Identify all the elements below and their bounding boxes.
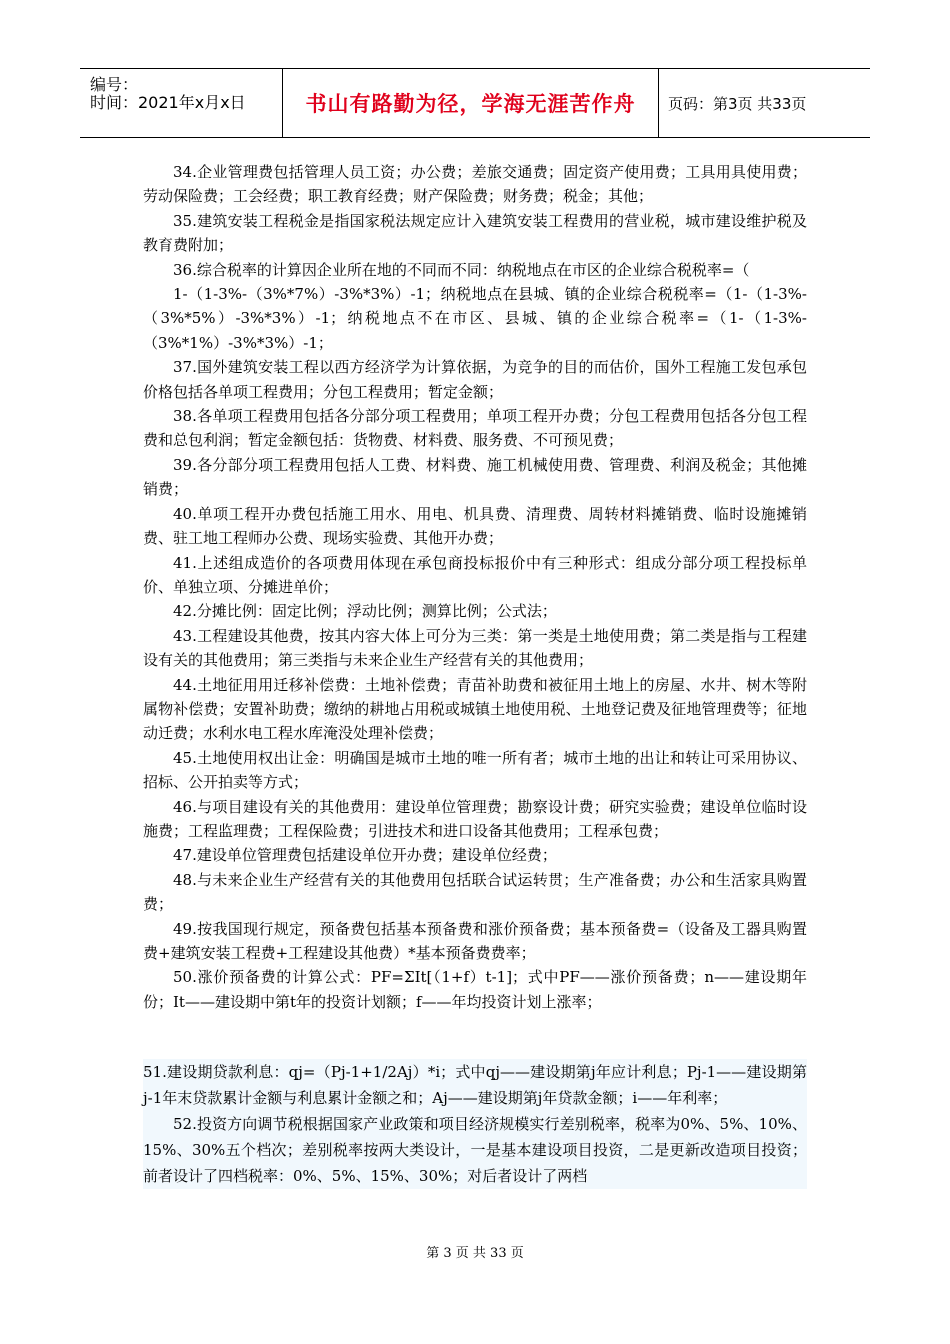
header-page-cell: [658, 69, 870, 137]
document-body: [143, 160, 807, 1014]
page-footer: 第 3 页 共 33 页: [426, 1246, 524, 1261]
header-meta-cell: [80, 69, 283, 137]
document-number-label: 编号：: [90, 75, 139, 94]
paragraph-44: 44.土地征用用迁移补偿费：土地补偿费；青苗补助费和被征用土地上的房屋、水井、树木等附属物补偿费；安置补助费；缴纳的耕地占用税或城镇土地使用税、土地登记费及征地管理费等；征地动迁费；水利水电工程水库淹没处理补偿费；: [143, 675, 807, 743]
header-page-number: 页码：第3页 共33页: [668, 94, 807, 113]
paragraph-50: 50.涨价预备费的计算公式：PF=ΣIt[（1+f）t-1]；式中PF——涨价预备费；n——建设期年份；It——建设期中第t年的投资计划额；f——年均投资计划上涨率；: [143, 968, 807, 1011]
paragraph-40: 40.单项工程开办费包括施工用水、用电、机具费、清理费、周转材料摊销费、临时设施摊销费、驻工地工程师办公费、现场实验费、其他开办费；: [143, 504, 807, 548]
paragraph-35: 35.建筑安装工程税金是指国家税法规定应计入建筑安装工程费用的营业税，城市建设维护税及教育费附加；: [143, 211, 807, 255]
paragraph-38: 38.各单项工程费用包括各分部分项工程费用；单项工程开办费；分包工程费用包括各分包工程费和总包利润；暂定金额包括：货物费、材料费、服务费、不可预见费；: [143, 407, 807, 450]
paragraph-49: 49.按我国现行规定，预备费包括基本预备费和涨价预备费；基本预备费=（设备及工器具购置费+建筑安装工程费+工程建设其他费）*基本预备费费率；: [143, 919, 807, 962]
paragraph-42: 42.分摊比例：固定比例；浮动比例；测算比例；公式法；: [173, 602, 557, 621]
paragraph-43: 43.工程建设其他费，按其内容大体上可分为三类：第一类是土地使用费；第二类是指与工程建设有关的其他费用；第三类指与未来企业生产经营有关的其他费用；: [143, 626, 807, 670]
paragraph-36: 36.综合税率的计算因企业所在地的不同而不同：纳税地点在市区的企业综合税税率=（: [173, 260, 750, 279]
paragraph-51: 51.建设期贷款利息：qj=（Pj-1+1/2Aj）*i；式中qj——建设期第j年应计利息；Pj-1——建设期第j-1年末贷款累计金额与利息累计金额之和；Aj——建设期第j年贷款金额；i——年利率；: [143, 1063, 807, 1107]
paragraph-34: 34.企业管理费包括管理人员工资；办公费；差旅交通费；固定资产使用费；工具用具使用费；劳动保险费；工会经费；职工教育经费；财产保险费；财务费；税金；其他；: [143, 163, 807, 206]
paragraph-48: 48.与未来企业生产经营有关的其他费用包括联合试运转贯；生产准备费；办公和生活家具购置费；: [143, 870, 807, 914]
paragraph-45: 45.土地使用权出让金：明确国是城市土地的唯一所有者；城市土地的出让和转让可采用协议、招标、公开拍卖等方式；: [143, 748, 807, 792]
paragraph-39: 39.各分部分项工程费用包括人工费、材料费、施工机械使用费、管理费、利润及税金；其他摊销费；: [143, 455, 807, 499]
paragraph-37: 37.国外建筑安装工程以西方经济学为计算依据，为竞争的目的而估价，国外工程施工发包承包价格包括各单项工程费用；分包工程费用；暂定金额；: [143, 358, 807, 401]
page-header: [80, 68, 870, 138]
paragraph-36-formula: 1-（1-3%-（3%*7%）-3%*3%）-1；纳税地点在县城、镇的企业综合税税率=（1-（1-3%-（3%*5%）-3%*3%）-1；纳税地点不在市区、县城、镇的企业综合税率=（1-（1-3%-（3%*1%）-3%*3%）-1；: [143, 285, 807, 352]
paragraph-46: 46.与项目建设有关的其他费用：建设单位管理费；勘察设计费；研究实验费；建设单位临时设施费；工程监理费；工程保险费；引进技术和进口设备其他费用；工程承包费；: [143, 797, 807, 840]
header-motto: 书山有路勤为径，学海无涯苦作舟: [305, 92, 636, 116]
document-time-label: 时间：2021年x月x日: [90, 93, 246, 112]
header-motto-cell: [283, 69, 659, 137]
highlighted-section: [143, 1059, 807, 1189]
paragraph-52: 52.投资方向调节税根据国家产业政策和项目经济规模实行差别税率，税率为0%、5%、10%、15%、30%五个档次；差别税率按两大类设计，一是基本建设项目投资，二是更新改造项目投资；前者设计了四档税率：0%、5%、15%、30%；对后者设计了两档: [143, 1115, 807, 1185]
paragraph-47: 47.建设单位管理费包括建设单位开办费；建设单位经费；: [173, 846, 557, 865]
paragraph-41: 41.上述组成造价的各项费用体现在承包商投标报价中有三种形式：组成分部分项工程投标单价、单独立项、分摊进单价；: [143, 553, 807, 596]
